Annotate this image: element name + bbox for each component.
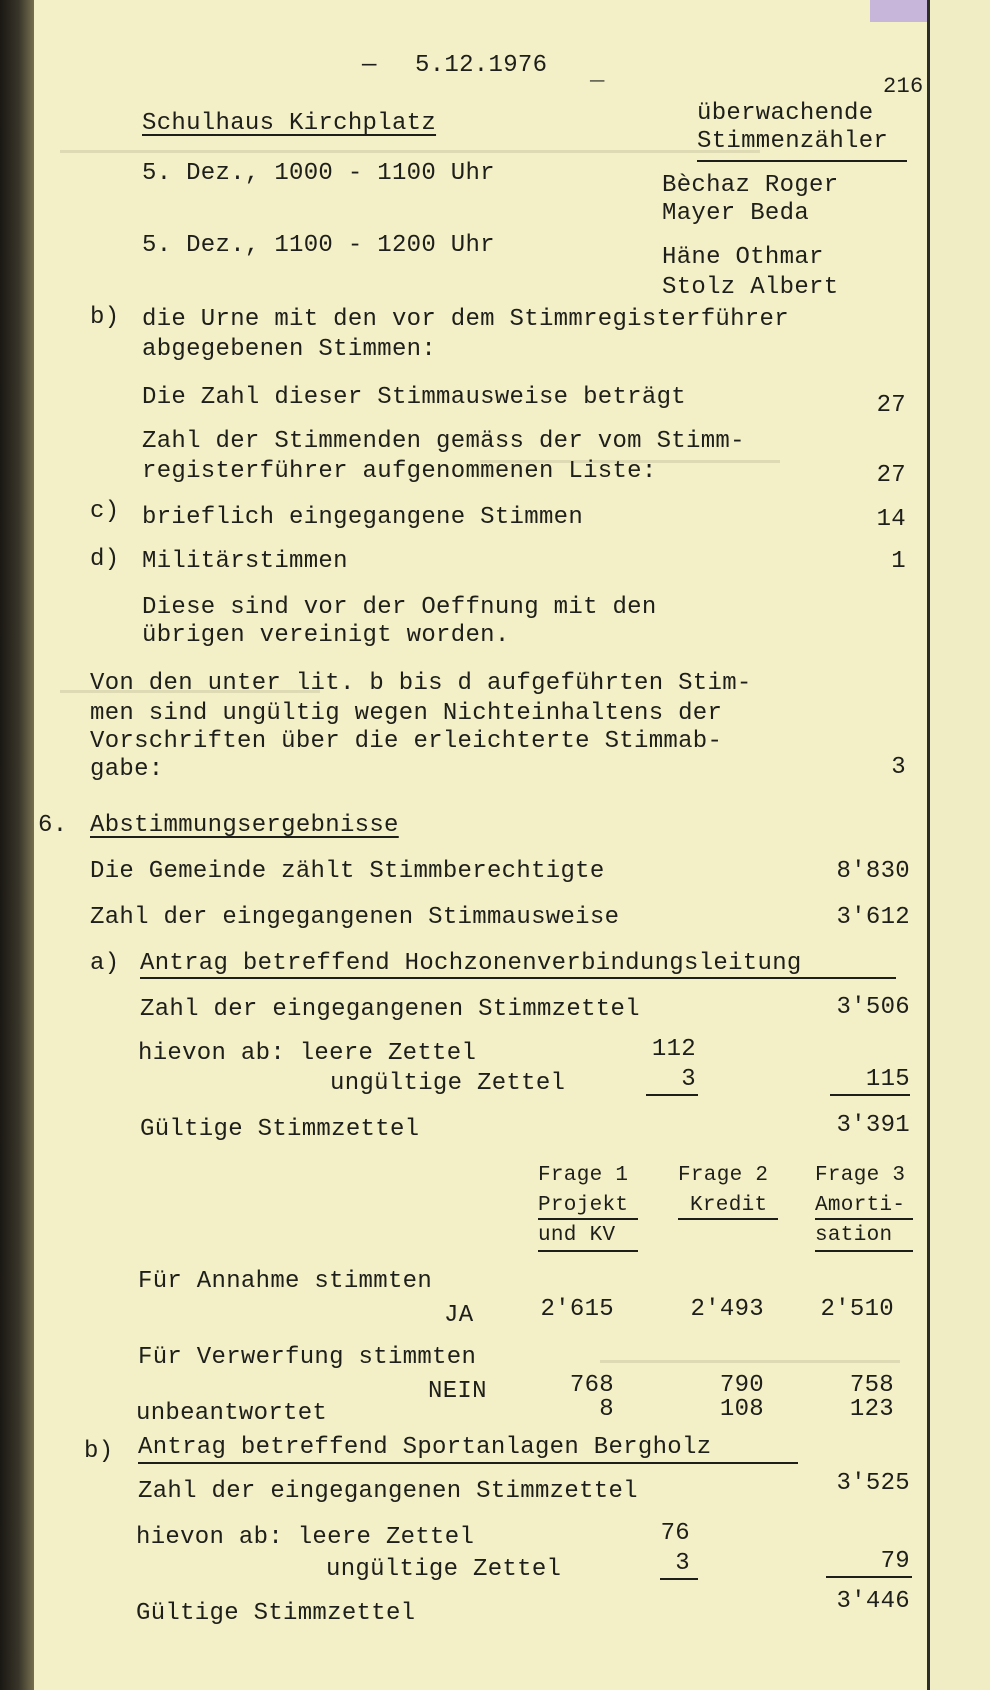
question-3-line3: sation [815, 1224, 893, 1247]
eligible-value: 8'830 [836, 858, 910, 885]
proposal-a-ballots-label: Zahl der eingegangenen Stimmzettel [140, 996, 640, 1023]
section-b-label: b) [90, 304, 120, 331]
proposal-a-subtract-underline [830, 1094, 910, 1096]
register-line2: registerführer aufgenommenen Liste: [142, 458, 657, 485]
stimmausweise-count-value: 27 [876, 392, 906, 419]
proposal-a-label: a) [90, 950, 120, 977]
section-c-label: c) [90, 498, 120, 525]
question-3-line2: Amorti- [815, 1194, 906, 1217]
proposal-a-title: Antrag betreffend Hochzonenverbindungsleitung [140, 950, 802, 977]
slot-1-counter-1: Bèchaz Roger [662, 172, 839, 199]
unanswered-value-q2: 108 [719, 1396, 764, 1423]
eligible-label: Die Gemeinde zählt Stimmberechtigte [90, 858, 605, 885]
section-d-text: Militärstimmen [142, 548, 348, 575]
invalid-note-line3: Vorschriften über die erleichterte Stimmab- [90, 728, 723, 755]
no-value-q1: 768 [569, 1372, 614, 1399]
register-value: 27 [876, 462, 906, 489]
question-2-line2: Kredit [690, 1194, 768, 1217]
proposal-b-valid-label: Gültige Stimmzettel [136, 1600, 416, 1627]
no-value-q3: 758 [849, 1372, 894, 1399]
yes-value-q1: 2'615 [540, 1296, 614, 1323]
question-1-line3-underline [538, 1250, 638, 1252]
invalid-note-line1: Von den unter lit. b bis d aufgeführten Stim- [90, 670, 752, 697]
invalid-note-value: 3 [891, 754, 906, 781]
counters-heading-line1: überwachende [697, 100, 874, 127]
no-label: Für Verwerfung stimmten [138, 1344, 477, 1371]
proposal-b-ballots-label: Zahl der eingegangenen Stimmzettel [138, 1478, 638, 1505]
question-1-line3: und KV [538, 1224, 616, 1247]
stimmausweise-count-label: Die Zahl dieser Stimmausweise beträgt [142, 384, 686, 411]
question-3-line3-underline [815, 1250, 913, 1252]
proposal-b-title: Antrag betreffend Sportanlagen Bergholz [138, 1434, 712, 1461]
page-number: 216 [883, 74, 924, 99]
proposal-a-blank-value: 112 [651, 1036, 696, 1063]
question-3-line2-underline [815, 1218, 913, 1220]
yes-value-q3: 2'510 [820, 1296, 894, 1323]
proposal-a-minus-label: hievon ab: leere Zettel [138, 1040, 477, 1067]
yes-label: Für Annahme stimmten [138, 1268, 433, 1295]
proposal-b-blank-value: 76 [660, 1520, 690, 1547]
section-6-number: 6. [38, 812, 68, 839]
slot-1-time: 5. Dez., 1000 - 1100 Uhr [142, 160, 495, 187]
no-word: NEIN [428, 1378, 487, 1405]
unanswered-value-q3: 123 [849, 1396, 894, 1423]
question-2-underline [678, 1218, 778, 1220]
date-dash-left: — [362, 52, 377, 79]
question-3-line1: Frage 3 [815, 1164, 906, 1187]
proposal-a-invalid-underline [646, 1094, 698, 1096]
proposal-b-invalid-value: 3 [675, 1550, 690, 1577]
question-1-line2: Projekt [538, 1194, 629, 1217]
counters-heading-underline [697, 160, 907, 162]
proposal-a-invalid-value: 3 [681, 1066, 696, 1093]
section-c-value: 14 [876, 506, 906, 533]
proposal-b-subtract-underline [826, 1576, 912, 1578]
counters-heading-line2: Stimmenzähler [697, 128, 889, 155]
proposal-a-ballots-value: 3'506 [836, 994, 910, 1021]
section-d-note-line2: übrigen vereinigt worden. [142, 622, 510, 649]
proposal-a-title-underline [140, 977, 896, 979]
slot-2-counter-1: Häne Othmar [662, 244, 824, 271]
section-c-text: brieflich eingegangene Stimmen [142, 504, 584, 531]
yes-word: JA [444, 1302, 474, 1329]
proposal-b-invalid-label: ungültige Zettel [326, 1556, 562, 1583]
proposal-b-invalid-underline [660, 1578, 698, 1580]
yes-value-q2: 2'493 [690, 1296, 764, 1323]
invalid-note-line4: gabe: [90, 756, 164, 783]
proposal-b-valid-value: 3'446 [836, 1588, 910, 1615]
section-d-value: 1 [891, 548, 906, 575]
register-line1: Zahl der Stimmenden gemäss der vom Stimm- [142, 428, 745, 455]
question-1-line2-underline [538, 1218, 638, 1220]
proposal-a-valid-value: 3'391 [836, 1112, 910, 1139]
received-value: 3'612 [836, 904, 910, 931]
proposal-b-label: b) [84, 1438, 114, 1465]
slot-1-counter-2: Mayer Beda [662, 200, 810, 227]
section-b-line1: die Urne mit den vor dem Stimmregisterführer [142, 306, 789, 333]
slot-2-time: 5. Dez., 1100 - 1200 Uhr [142, 232, 495, 259]
no-value-q2: 790 [719, 1372, 764, 1399]
proposal-a-invalid-label: ungültige Zettel [330, 1070, 566, 1097]
location-title: Schulhaus Kirchplatz [142, 110, 437, 137]
proposal-b-ballots-value: 3'525 [836, 1470, 910, 1497]
proposal-b-minus-label: hievon ab: leere Zettel [136, 1524, 475, 1551]
received-label: Zahl der eingegangenen Stimmausweise [90, 904, 620, 931]
section-d-label: d) [90, 546, 120, 573]
proposal-a-valid-label: Gültige Stimmzettel [140, 1116, 420, 1143]
page-margin-right [927, 0, 990, 1690]
page-shadow-left [0, 0, 34, 1690]
invalid-note-line2: men sind ungültig wegen Nichteinhaltens der [90, 700, 723, 727]
proposal-b-title-underline [138, 1462, 798, 1464]
section-b-line2: abgegebenen Stimmen: [142, 336, 437, 363]
proposal-b-subtract-total: 79 [880, 1548, 910, 1575]
question-1-line1: Frage 1 [538, 1164, 629, 1187]
document-date: 5.12.1976 [415, 52, 548, 79]
unanswered-value-q1: 8 [599, 1396, 614, 1423]
slot-2-counter-2: Stolz Albert [662, 274, 839, 301]
date-dash-right: _ [590, 60, 605, 87]
question-2-line1: Frage 2 [678, 1164, 769, 1187]
proposal-a-subtract-total: 115 [865, 1066, 910, 1093]
unanswered-label: unbeantwortet [136, 1400, 328, 1427]
section-d-note-line1: Diese sind vor der Oeffnung mit den [142, 594, 657, 621]
section-6-title: Abstimmungsergebnisse [90, 812, 399, 839]
